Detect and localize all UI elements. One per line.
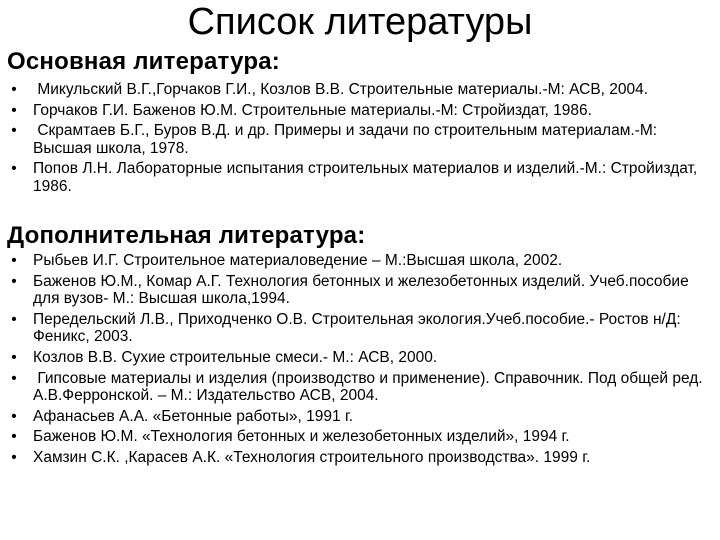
additional-literature-list [8,252,708,470]
reference-text: Афанасьев А.А. «Бетонные работы», 1991 г. [33,407,354,425]
main-literature-heading: Основная литература: [7,48,280,75]
list-item [8,81,708,99]
list-item [8,273,708,308]
bullet-icon: • [11,407,17,425]
bullet-icon: • [11,81,17,98]
additional-literature-heading: Дополнительная литература: [7,222,366,249]
bullet-icon: • [11,160,17,178]
reference-text: Рыбьев И.Г. Строительное материаловедение – М.:Высшая школа, 2002. [33,252,563,269]
reference-text: Передельский Л.В., Приходченко О.В. Строительная экология.Учеб.пособие.- Ростов н/Д: Феникс, 2003. [33,310,681,346]
list-item [8,449,708,467]
list-item [8,122,708,157]
page-title [0,0,720,44]
list-item [8,349,708,367]
bullet-icon: • [11,369,17,387]
reference-text: Скрамтаев Б.Г., Буров В.Д. и др. Примеры и задачи по строительным материалам.-М: Высшая школа, 1978. [33,122,662,157]
reference-text: Козлов В.В. Сухие строительные смеси.- М.: АСВ, 2000. [33,348,438,366]
list-item [8,311,708,346]
list-item [8,370,708,405]
list-item [8,160,708,195]
bullet-icon: • [11,348,17,366]
reference-text: Горчаков Г.И. Баженов Ю.М. Строительные материалы.-М: Стройиздат, 1986. [33,101,592,119]
reference-text: Хамзин С.К. ,Карасев А.К. «Технология строительного производства». 1999 г. [33,448,591,466]
reference-text: Попов Л.Н. Лабораторные испытания строительных материалов и изделий.-М.: Стройиздат, 1986. [33,160,698,195]
bullet-icon: • [11,272,17,290]
bullet-icon: • [11,310,17,328]
bullet-icon: • [11,101,17,119]
bullet-icon: • [11,428,17,446]
list-item [8,252,708,270]
page-title-text: Список литературы [187,1,533,43]
reference-text: Гипсовые материалы и изделия (производство и применение). Справочник. Под общей ред. А.В.Ферронской. – М.: Издательство АСВ, 2004. [33,369,707,405]
bullet-icon: • [11,252,17,269]
reference-text: Микульский В.Г.,Горчаков Г.И., Козлов В.В. Строительные материалы.-М: АСВ, 2004. [33,81,649,98]
bullet-icon: • [11,122,17,140]
list-item [8,408,708,426]
reference-text: Баженов Ю.М., Комар А.Г. Технология бетонных и железобетонных изделий. Учеб.пособие для вузов- М.: Высшая школа,1994. [33,272,689,308]
bullet-icon: • [11,448,17,466]
reference-text: Баженов Ю.М. «Технология бетонных и железобетонных изделий», 1994 г. [33,428,570,446]
list-item [8,102,708,120]
main-literature-list [8,81,708,199]
list-item [8,428,708,446]
